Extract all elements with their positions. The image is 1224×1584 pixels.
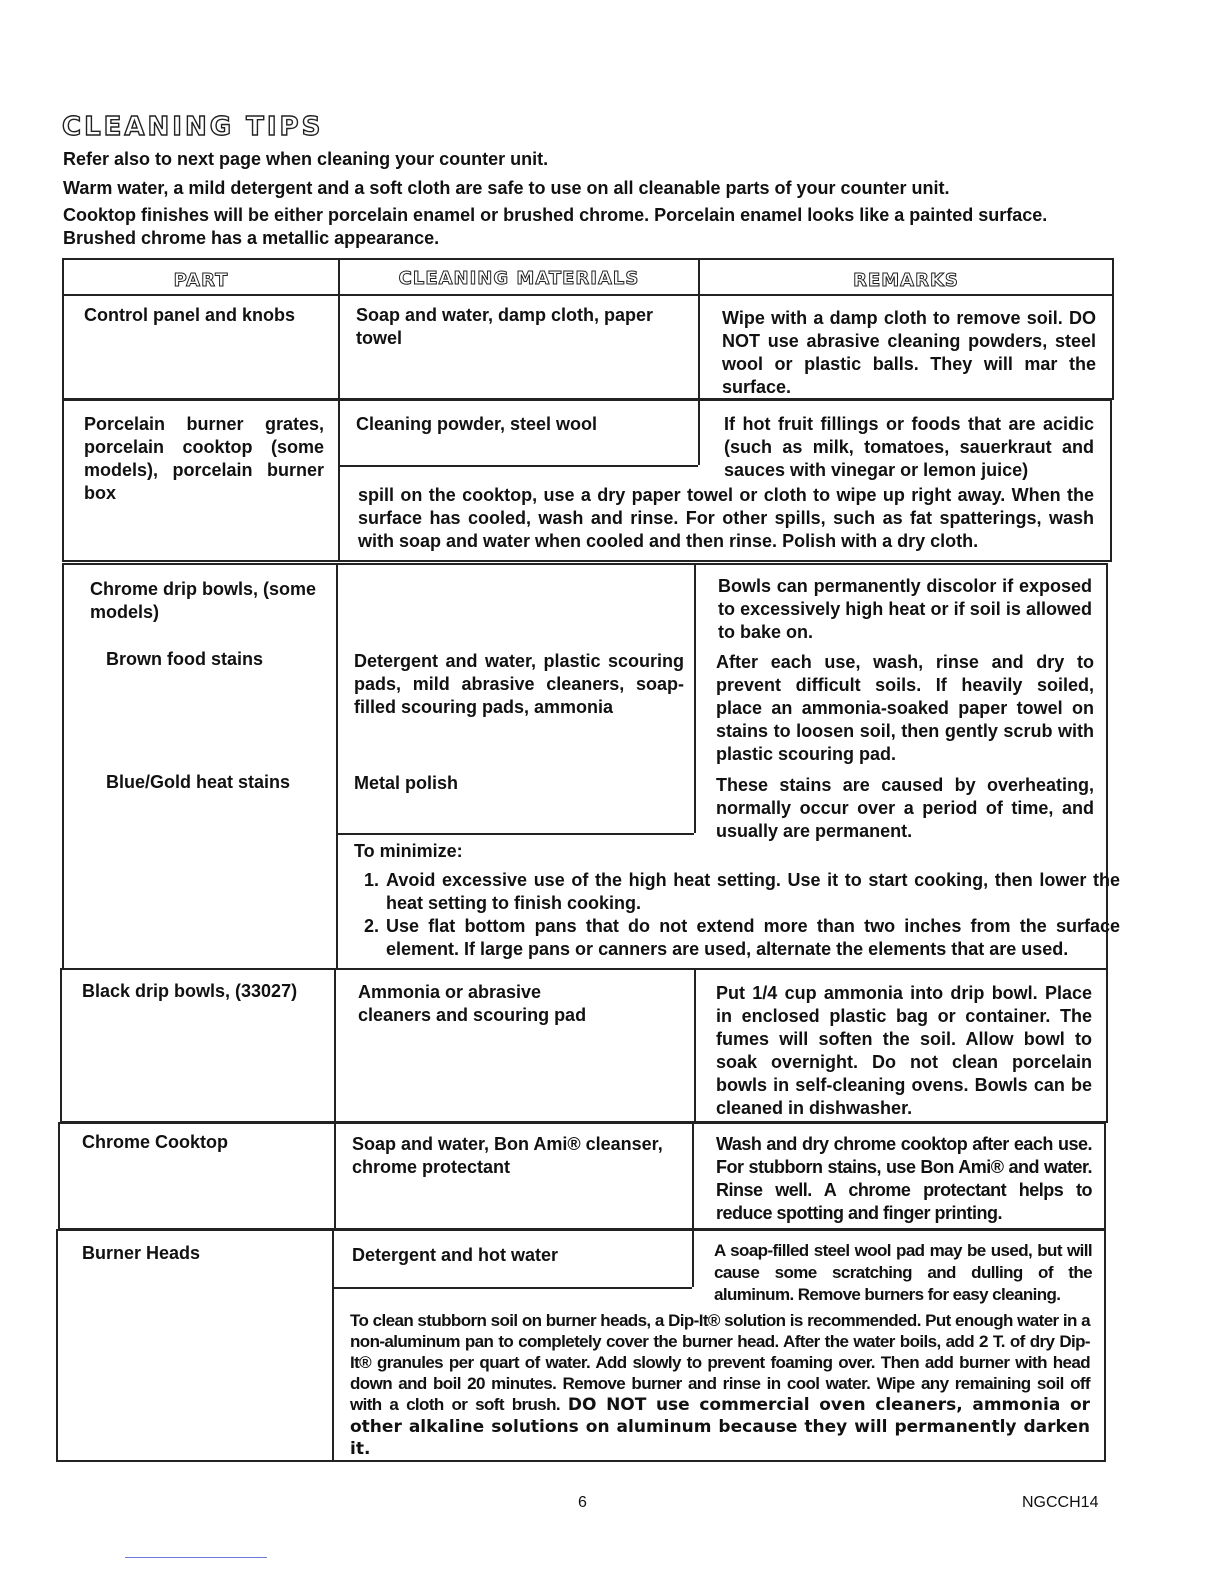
intro-line-2: Warm water, a mild detergent and a soft cloth are safe to use on all cleanable parts of your counter unit.: [63, 178, 950, 198]
row3-part: Chrome drip bowls, (some models): [90, 579, 317, 622]
col-divider: [692, 1229, 694, 1287]
col-divider: [694, 968, 696, 1123]
divider: [125, 1557, 267, 1558]
col-divider: [334, 968, 336, 1123]
row1-remarks: Wipe with a damp cloth to remove soil. DO NOT use abrasive cleaning powders, steel wool or plastic balls. They will mar the surface.: [722, 308, 1096, 397]
row5-remarks: Wash and dry chrome cooktop after each use. For stubborn stains, use Bon Ami® and water. Rinse well. A chrome protectant helps to reduce spotting and finger printing.: [716, 1134, 1092, 1223]
intro-line-3: Cooktop finishes will be either porcelain enamel or brushed chrome. Porcelain enamel looks like a painted surface. Brushed chrome has a metallic appearance.: [63, 205, 1048, 248]
row3-minimize-label: To minimize:: [354, 841, 463, 861]
row1-part: Control panel and knobs: [84, 305, 296, 325]
document-code: NGCCH14: [1022, 1494, 1099, 1511]
row4-part: Black drip bowls, (33027): [82, 981, 298, 1001]
page-title: CLEANING TIPS: [62, 112, 324, 142]
row5-materials: Soap and water, Bon Ami® cleanser, chrome protectant: [352, 1134, 663, 1177]
row3-minimize-list: [358, 869, 1120, 961]
row6-remarks-top: A soap-filled steel wool pad may be used, but will cause some scratching and dulling of the aluminum. Remove burners for easy cleaning.: [714, 1241, 1092, 1304]
row6-warning: DO NOT use commercial oven cleaners, ammonia or other alkaline solutions on aluminum because they will permanently darken it.: [350, 1395, 1091, 1459]
row6-part: Burner Heads: [82, 1243, 201, 1263]
row2-materials: Cleaning powder, steel wool: [356, 414, 598, 434]
row3-remarks-intro: Bowls can permanently discolor if exposed to excessively high heat or if soil is allowed to bake on.: [718, 576, 1092, 642]
row2-remarks-top: If hot fruit fillings or foods that are acidic (such as milk, tomatoes, sauerkraut and sauces with vinegar or lemon juice): [724, 414, 1094, 480]
row6-materials: Detergent and hot water: [352, 1245, 559, 1265]
row3-sub1-materials: Detergent and water, plastic scouring pads, mild abrasive cleaners, soap-filled scouring pads, ammonia: [354, 651, 684, 717]
col-divider: [338, 399, 340, 562]
row5-part: Chrome Cooktop: [82, 1132, 228, 1152]
row3-sub1-part: Brown food stains: [106, 649, 263, 669]
header-cleaning-materials: CLEANING MATERIALS: [398, 268, 640, 289]
row2-part: Porcelain burner grates, porcelain cooktop (some models), porcelain burner box: [84, 414, 324, 503]
list-item: 1. Avoid excessive use of the high heat setting. Use it to start cooking, then lower the heat setting to finish cooking.: [384, 869, 1120, 915]
col-divider: [332, 1229, 334, 1462]
row1-materials: Soap and water, damp cloth, paper towel: [356, 305, 654, 348]
row6-remarks-wide: [350, 1310, 1090, 1460]
col-divider: [334, 1122, 336, 1230]
row2-remarks-wide: spill on the cooktop, use a dry paper towel or cloth to wipe up right away. When the surface has cooled, wash and rinse. For other spills, such as fat spatterings, wash with soap and water when cooled and then rinse. Polish with a dry cloth.: [358, 485, 1094, 551]
intro-line-1: Refer also to next page when cleaning your counter unit.: [63, 149, 549, 169]
row4-remarks: Put 1/4 cup ammonia into drip bowl. Place in enclosed plastic bag or container. The fumes will soften the soil. Allow bowl to soak overnight. Do not clean porcelain bowls in self-cleaning ovens. Bowls can be cleaned in dishwasher.: [716, 983, 1092, 1118]
list-item: 2. Use flat bottom pans that do not extend more than two inches from the surface element. If large pans or canners are used, alternate the elements that are used.: [384, 915, 1120, 961]
page-number: 6: [578, 1494, 587, 1511]
cell-divider: [332, 1287, 692, 1289]
row4-materials: Ammonia or abrasive cleaners and scouring pad: [358, 982, 587, 1025]
cell-divider: [336, 833, 694, 835]
row6-remarks-body: To clean stubborn soil on burner heads, a Dip-It® solution is recommended. Put enough water in a non-aluminum pan to completely cover the burner head. After the water boils, add 2 T. of dry Dip-It® granules per quart of water. Add slowly to prevent foaming over. Then add burner with head down and boil 20 minutes. Remove burner and rinse in cool water. Wipe any remaining soil off with a cloth or soft brush.: [350, 1311, 1090, 1414]
row3-sub2-remarks: These stains are caused by overheating, normally occur over a period of time, and usually are permanent.: [716, 775, 1094, 841]
col-divider: [336, 563, 338, 970]
row3-sub2-part: Blue/Gold heat stains: [106, 772, 291, 792]
cell-divider: [338, 465, 698, 467]
col-divider: [698, 399, 700, 465]
header-remarks: REMARKS: [853, 270, 959, 291]
header-divider: [62, 294, 1114, 296]
col-divider: [694, 563, 696, 833]
col-divider: [692, 1122, 694, 1230]
row3-sub2-materials: Metal polish: [354, 773, 459, 793]
row3-sub1-remarks: After each use, wash, rinse and dry to prevent difficult soils. If heavily soiled, place an ammonia-soaked paper towel on stains to loosen soil, then gently scrub with plastic scouring pad.: [716, 652, 1094, 764]
header-part: PART: [173, 270, 229, 291]
